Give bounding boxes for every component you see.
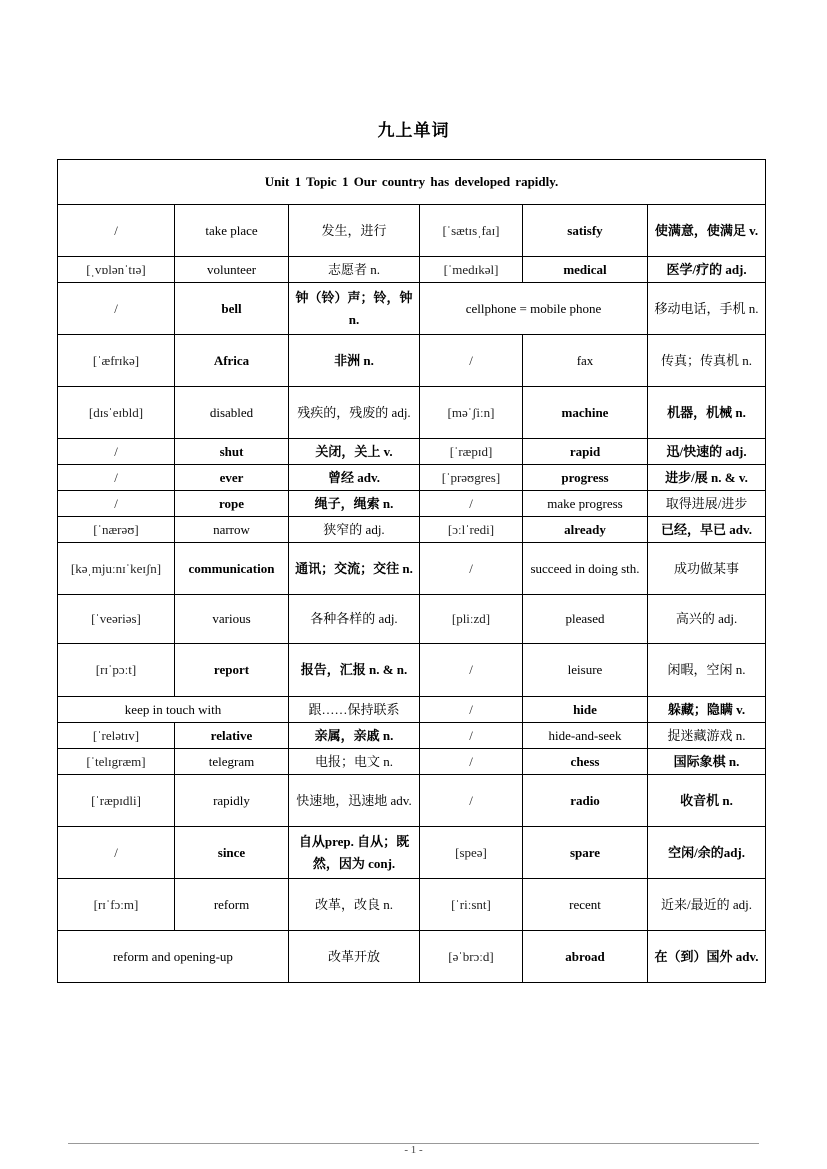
vocabulary-table: [57, 159, 766, 983]
word-cell: telegram: [175, 749, 289, 775]
phonetic-cell: [pliːzd]: [420, 595, 523, 644]
phonetic-cell: /: [58, 205, 175, 257]
meaning-cell: 躲藏；隐瞒 v.: [648, 697, 766, 723]
phonetic-cell: /: [58, 465, 175, 491]
meaning-cell: 捉迷藏游戏 n.: [648, 723, 766, 749]
word-cell: satisfy: [523, 205, 648, 257]
phonetic-cell: [ˈæfrɪkə]: [58, 335, 175, 387]
meaning-cell: 自从prep. 自从；既然，因为 conj.: [289, 827, 420, 879]
phonetic-cell: /: [420, 644, 523, 697]
word-cell: bell: [175, 283, 289, 335]
phonetic-cell: /: [420, 697, 523, 723]
table-row: [58, 283, 766, 335]
meaning-cell: 曾经 adv.: [289, 465, 420, 491]
meaning-cell: 报告，汇报 n. & n.: [289, 644, 420, 697]
meaning-cell: 医学/疗的 adj.: [648, 257, 766, 283]
meaning-cell: 各种各样的 adj.: [289, 595, 420, 644]
meaning-cell: 残疾的，残废的 adj.: [289, 387, 420, 439]
meaning-cell: 迅/快速的 adj.: [648, 439, 766, 465]
phonetic-cell: [dɪsˈeɪbld]: [58, 387, 175, 439]
word-cell: disabled: [175, 387, 289, 439]
phonetic-cell: /: [420, 491, 523, 517]
phonetic-cell: [ˈtelɪgræm]: [58, 749, 175, 775]
phonetic-cell: /: [420, 723, 523, 749]
word-cell: progress: [523, 465, 648, 491]
phonetic-cell: /: [420, 335, 523, 387]
word-cell: report: [175, 644, 289, 697]
meaning-cell: 绳子，绳索 n.: [289, 491, 420, 517]
word-cell: shut: [175, 439, 289, 465]
phonetic-cell: [ˈmedɪkəl]: [420, 257, 523, 283]
word-cell: since: [175, 827, 289, 879]
word-cell: rope: [175, 491, 289, 517]
word-cell: volunteer: [175, 257, 289, 283]
table-row: [58, 595, 766, 644]
meaning-cell: 收音机 n.: [648, 775, 766, 827]
table-row: [58, 879, 766, 931]
meaning-cell: 亲属，亲戚 n.: [289, 723, 420, 749]
meaning-cell: 使满意，使满足 v.: [648, 205, 766, 257]
table-row: [58, 387, 766, 439]
phonetic-cell: [ˈsætɪsˌfaɪ]: [420, 205, 523, 257]
phonetic-cell: /: [420, 543, 523, 595]
meaning-cell: 近来/最近的 adj.: [648, 879, 766, 931]
word-cell: succeed in doing sth.: [523, 543, 648, 595]
phonetic-cell: [məˈʃiːn]: [420, 387, 523, 439]
word-cell: rapid: [523, 439, 648, 465]
word-cell: ever: [175, 465, 289, 491]
word-cell: machine: [523, 387, 648, 439]
meaning-cell: 改革，改良 n.: [289, 879, 420, 931]
table-row: [58, 257, 766, 283]
phonetic-cell: [rɪˈfɔːm]: [58, 879, 175, 931]
table-row: [58, 723, 766, 749]
table-row: [58, 931, 766, 983]
table-heading-row: [58, 160, 766, 205]
table-row: [58, 775, 766, 827]
word-cell: radio: [523, 775, 648, 827]
word-cell: narrow: [175, 517, 289, 543]
word-cell: medical: [523, 257, 648, 283]
phonetic-cell: [ˈriːsnt]: [420, 879, 523, 931]
phonetic-cell: [rɪˈpɔːt]: [58, 644, 175, 697]
word-cell: relative: [175, 723, 289, 749]
phonetic-cell: /: [420, 775, 523, 827]
word-cell: already: [523, 517, 648, 543]
page-number: - 1 -: [404, 1144, 423, 1156]
meaning-cell: 进步/展 n. & v.: [648, 465, 766, 491]
meaning-cell: 空闲/余的adj.: [648, 827, 766, 879]
meaning-cell: 非洲 n.: [289, 335, 420, 387]
table-row: [58, 827, 766, 879]
phonetic-cell: [ˈræpɪdli]: [58, 775, 175, 827]
table-row: [58, 697, 766, 723]
table-row: [58, 749, 766, 775]
word-cell: spare: [523, 827, 648, 879]
phonetic-cell: /: [58, 491, 175, 517]
meaning-cell: 移动电话，手机 n.: [648, 283, 766, 335]
word-cell: hide-and-seek: [523, 723, 648, 749]
word-cell: reform and opening-up: [58, 931, 289, 983]
word-cell: cellphone = mobile phone: [420, 283, 648, 335]
word-cell: abroad: [523, 931, 648, 983]
word-cell: chess: [523, 749, 648, 775]
word-cell: recent: [523, 879, 648, 931]
phonetic-cell: /: [420, 749, 523, 775]
word-cell: rapidly: [175, 775, 289, 827]
meaning-cell: 已经，早已 adv.: [648, 517, 766, 543]
phonetic-cell: [speə]: [420, 827, 523, 879]
word-cell: leisure: [523, 644, 648, 697]
meaning-cell: 电报；电文 n.: [289, 749, 420, 775]
meaning-cell: 传真；传真机 n.: [648, 335, 766, 387]
unit-heading: Unit 1 Topic 1 Our country has developed rapidly.: [58, 160, 766, 205]
phonetic-cell: [ˈprəʊgres]: [420, 465, 523, 491]
meaning-cell: 国际象棋 n.: [648, 749, 766, 775]
table-row: [58, 465, 766, 491]
phonetic-cell: [ˈnærəʊ]: [58, 517, 175, 543]
page-title: 九上单词: [377, 121, 450, 140]
meaning-cell: 闲暇，空闲 n.: [648, 644, 766, 697]
word-cell: hide: [523, 697, 648, 723]
phonetic-cell: [ˈrelətɪv]: [58, 723, 175, 749]
meaning-cell: 狭窄的 adj.: [289, 517, 420, 543]
phonetic-cell: [ˌvɒlənˈtɪə]: [58, 257, 175, 283]
word-cell: various: [175, 595, 289, 644]
meaning-cell: 在（到）国外 adv.: [648, 931, 766, 983]
word-cell: make progress: [523, 491, 648, 517]
word-cell: pleased: [523, 595, 648, 644]
table-row: [58, 543, 766, 595]
phonetic-cell: /: [58, 827, 175, 879]
table-row: [58, 644, 766, 697]
meaning-cell: 跟……保持联系: [289, 697, 420, 723]
word-cell: Africa: [175, 335, 289, 387]
meaning-cell: 通讯；交流；交往 n.: [289, 543, 420, 595]
table-row: [58, 491, 766, 517]
meaning-cell: 取得进展/进步: [648, 491, 766, 517]
phonetic-cell: [ˈræpɪd]: [420, 439, 523, 465]
word-cell: fax: [523, 335, 648, 387]
meaning-cell: 钟（铃）声；铃，钟 n.: [289, 283, 420, 335]
table-row: [58, 517, 766, 543]
meaning-cell: 改革开放: [289, 931, 420, 983]
phonetic-cell: /: [58, 439, 175, 465]
phonetic-cell: [əˈbrɔːd]: [420, 931, 523, 983]
phonetic-cell: [kəˌmjuːnɪˈkeɪʃn]: [58, 543, 175, 595]
meaning-cell: 志愿者 n.: [289, 257, 420, 283]
phonetic-cell: /: [58, 283, 175, 335]
meaning-cell: 发生，进行: [289, 205, 420, 257]
table-row: [58, 439, 766, 465]
phonetic-cell: [ˈveəriəs]: [58, 595, 175, 644]
meaning-cell: 机器，机械 n.: [648, 387, 766, 439]
table-row: [58, 205, 766, 257]
word-cell: keep in touch with: [58, 697, 289, 723]
word-cell: reform: [175, 879, 289, 931]
meaning-cell: 快速地，迅速地 adv.: [289, 775, 420, 827]
word-cell: take place: [175, 205, 289, 257]
word-cell: communication: [175, 543, 289, 595]
meaning-cell: 高兴的 adj.: [648, 595, 766, 644]
phonetic-cell: [ɔːlˈredi]: [420, 517, 523, 543]
table-row: [58, 335, 766, 387]
meaning-cell: 成功做某事: [648, 543, 766, 595]
meaning-cell: 关闭，关上 v.: [289, 439, 420, 465]
